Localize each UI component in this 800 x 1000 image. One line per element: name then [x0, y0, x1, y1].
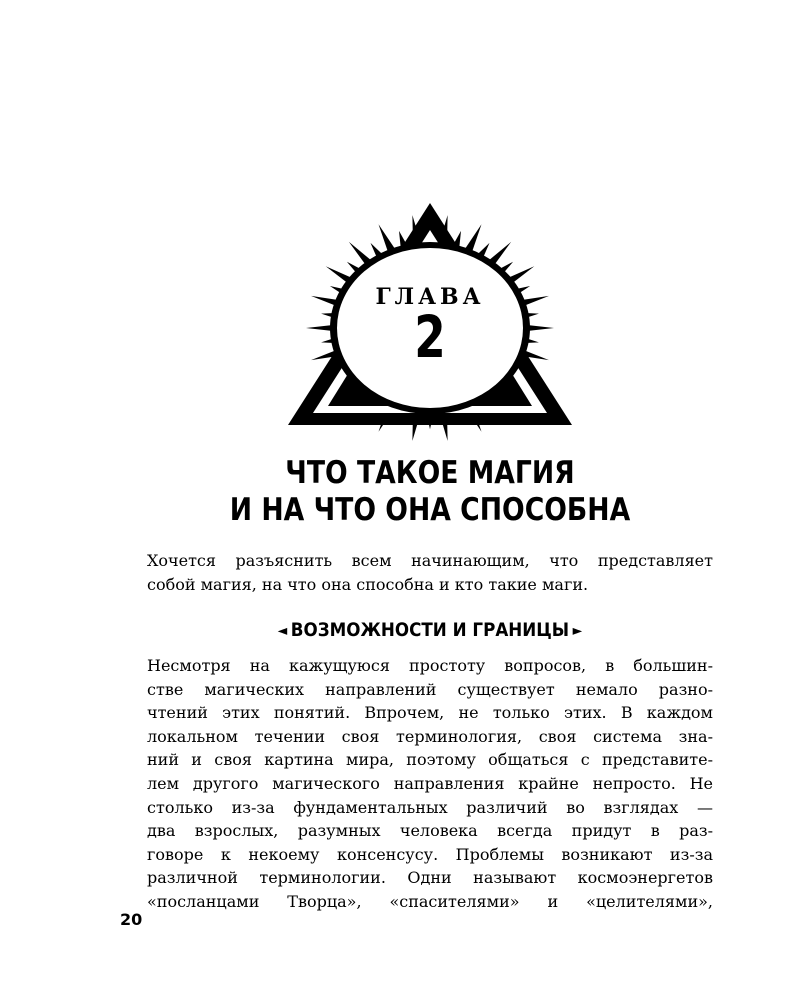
right-triangle-marker-icon: ►	[572, 623, 583, 639]
intro-paragraph	[147, 549, 713, 597]
chapter-title	[148, 455, 712, 529]
body-line: столько из-за фундаментальных различий во взглядах —	[147, 797, 713, 817]
body-line: лем другого магического направления крайне непросто. Не	[147, 773, 713, 793]
chapter-label: ГЛАВА	[375, 284, 485, 310]
chapter-number: 2	[414, 303, 446, 371]
body-line: «посланцами Творца», «спасителями» и «целителями»,	[147, 891, 713, 911]
section-heading-text: ВОЗМОЖНОСТИ И ГРАНИЦЫ	[290, 619, 570, 641]
section-heading	[148, 618, 712, 644]
intro-line: Хочется разъяснить всем начинающим, что представляет	[147, 551, 713, 570]
page-number: 20	[120, 910, 143, 929]
body-line: чтений этих понятий. Впрочем, не только этих. В каждом	[147, 703, 713, 723]
body-line: два взрослых, разумных человека всегда придут в раз-	[147, 821, 713, 841]
body-paragraph	[147, 654, 713, 914]
chapter-title-line: И НА ЧТО ОНА СПОСОБНА	[229, 492, 631, 528]
chapter-title-line: ЧТО ТАКОЕ МАГИЯ	[285, 455, 575, 491]
body-line: стве магических направлений существует немало разно-	[147, 679, 713, 699]
body-line: ний и своя картина мира, поэтому общаться с представите-	[147, 750, 713, 770]
body-line: локальном течении своя терминология, своя система зна-	[147, 726, 713, 746]
chapter-emblem	[280, 200, 580, 445]
left-triangle-marker-icon: ◄	[277, 623, 288, 639]
body-line: говоре к некоему консенсусу. Проблемы возникают из-за	[147, 844, 713, 864]
body-line: Несмотря на кажущуюся простоту вопросов, в большин-	[147, 656, 713, 675]
intro-line: собой магия, на что она способна и кто такие маги.	[147, 575, 589, 594]
body-line: различной терминологии. Одни называют космоэнергетов	[147, 868, 713, 888]
